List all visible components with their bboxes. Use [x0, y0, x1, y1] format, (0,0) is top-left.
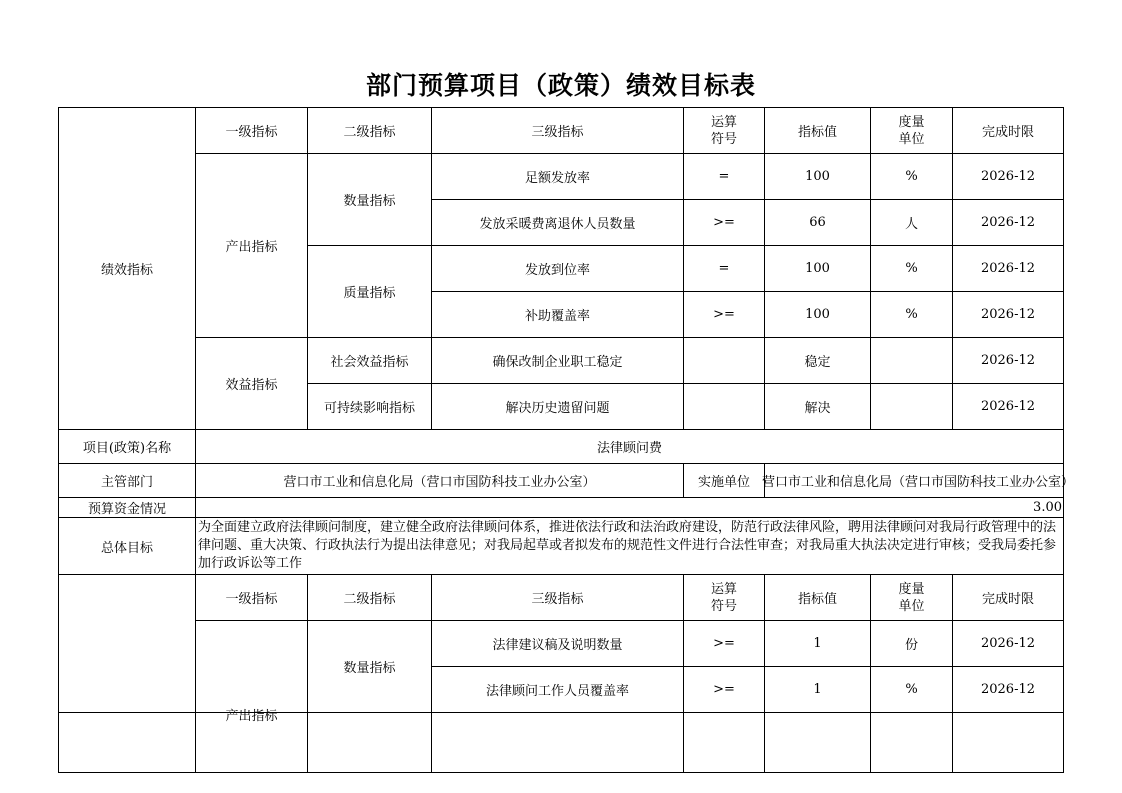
indicator-operator: >= — [684, 667, 765, 713]
level2-quality: 质量指标 — [308, 246, 432, 338]
performance-table — [58, 107, 1075, 724]
header-level2: 二级指标 — [308, 108, 432, 154]
indicator-value: 100 — [765, 292, 871, 338]
project-name-label: 项目(政策)名称 — [59, 430, 196, 464]
indicator-value: 66 — [765, 200, 871, 246]
indicator-deadline: 2026-12 — [953, 200, 1064, 246]
page-title: 部门预算项目（政策）绩效目标表 — [365, 71, 756, 100]
indicator-name: 足额发放率 — [432, 154, 684, 200]
indicator-name: 确保改制企业职工稳定 — [432, 338, 684, 384]
indicator-value: 稳定 — [765, 338, 871, 384]
indicator-unit: % — [871, 667, 953, 713]
table-row — [59, 518, 1064, 575]
indicator-name: 补助覆盖率 — [432, 292, 684, 338]
level1-output-2: 产出指标 — [196, 621, 308, 713]
table-row — [59, 154, 1064, 200]
indicator-unit: 份 — [871, 621, 953, 667]
level1-benefit: 效益指标 — [196, 338, 308, 430]
indicator-deadline: 2026-12 — [953, 292, 1064, 338]
indicator-unit — [871, 384, 953, 430]
table-row — [59, 108, 1064, 154]
budget-value: 3.00 — [196, 498, 1064, 518]
indicator-operator — [684, 338, 765, 384]
indicator-unit: 人 — [871, 200, 953, 246]
header-operator: 运算符号 — [684, 108, 765, 154]
indicator-name: 法律建议稿及说明数量 — [432, 621, 684, 667]
level2-quantity: 数量指标 — [308, 154, 432, 246]
level1-output: 产出指标 — [196, 154, 308, 338]
indicator-value: 100 — [765, 246, 871, 292]
table-row — [59, 575, 1064, 621]
header-value: 指标值 — [765, 575, 871, 621]
table-row — [59, 430, 1064, 464]
section2-label — [59, 575, 196, 713]
impl-value: 营口市工业和信息化局（营口市国防科技工业办公室） — [765, 464, 1064, 498]
table-row — [59, 498, 1064, 518]
indicator-operator: >= — [684, 292, 765, 338]
indicator-deadline: 2026-12 — [953, 621, 1064, 667]
header-deadline: 完成时限 — [953, 108, 1064, 154]
indicator-unit — [871, 338, 953, 384]
dept-value: 营口市工业和信息化局（营口市国防科技工业办公室） — [196, 464, 684, 498]
header-value: 指标值 — [765, 108, 871, 154]
table-row — [59, 621, 1064, 667]
table-row — [59, 713, 1064, 773]
indicator-deadline: 2026-12 — [953, 246, 1064, 292]
indicator-deadline: 2026-12 — [953, 384, 1064, 430]
table-row — [59, 338, 1064, 384]
indicator-operator — [684, 384, 765, 430]
header-level2: 二级指标 — [308, 575, 432, 621]
header-deadline: 完成时限 — [953, 575, 1064, 621]
dept-label: 主管部门 — [59, 464, 196, 498]
header-level1: 一级指标 — [196, 575, 308, 621]
indicator-operator: = — [684, 246, 765, 292]
indicator-operator: >= — [684, 621, 765, 667]
indicator-deadline: 2026-12 — [953, 154, 1064, 200]
header-level3: 三级指标 — [432, 575, 684, 621]
indicator-unit: % — [871, 154, 953, 200]
indicator-name: 法律顾问工作人员覆盖率 — [432, 667, 684, 713]
indicator-name: 发放到位率 — [432, 246, 684, 292]
indicator-unit: % — [871, 246, 953, 292]
table-row — [59, 464, 1064, 498]
section-label-performance: 绩效指标 — [59, 108, 196, 430]
indicator-value: 100 — [765, 154, 871, 200]
level2-sustain: 可持续影响指标 — [308, 384, 432, 430]
indicator-name: 发放采暖费离退休人员数量 — [432, 200, 684, 246]
goal-value: 为全面建立政府法律顾问制度，建立健全政府法律顾问体系，推进依法行政和法治政府建设，防范行政法律风险，聘用法律顾问对我局行政管理中的法律问题、重大决策、行政执法行为提出法律意见；对我局起草或者拟发布的规范性文件进行合法性审查；对我局重大执法决定进行审核；受我局委托参加行政诉讼等工作 — [196, 518, 1064, 575]
indicator-value: 1 — [765, 667, 871, 713]
indicator-value: 解决 — [765, 384, 871, 430]
impl-label: 实施单位 — [684, 464, 765, 498]
indicator-deadline: 2026-12 — [953, 338, 1064, 384]
indicator-value: 1 — [765, 621, 871, 667]
indicator-operator: >= — [684, 200, 765, 246]
goal-label: 总体目标 — [59, 518, 196, 575]
budget-label: 预算资金情况 — [59, 498, 196, 518]
header-level1: 一级指标 — [196, 108, 308, 154]
level2-social: 社会效益指标 — [308, 338, 432, 384]
indicator-name: 解决历史遗留问题 — [432, 384, 684, 430]
indicator-deadline: 2026-12 — [953, 667, 1064, 713]
header-unit: 度量单位 — [871, 108, 953, 154]
indicator-operator: = — [684, 154, 765, 200]
indicator-unit: % — [871, 292, 953, 338]
header-unit: 度量单位 — [871, 575, 953, 621]
header-level3: 三级指标 — [432, 108, 684, 154]
project-name-value: 法律顾问费 — [196, 430, 1064, 464]
header-operator: 运算符号 — [684, 575, 765, 621]
level2-quantity-2: 数量指标 — [308, 621, 432, 713]
